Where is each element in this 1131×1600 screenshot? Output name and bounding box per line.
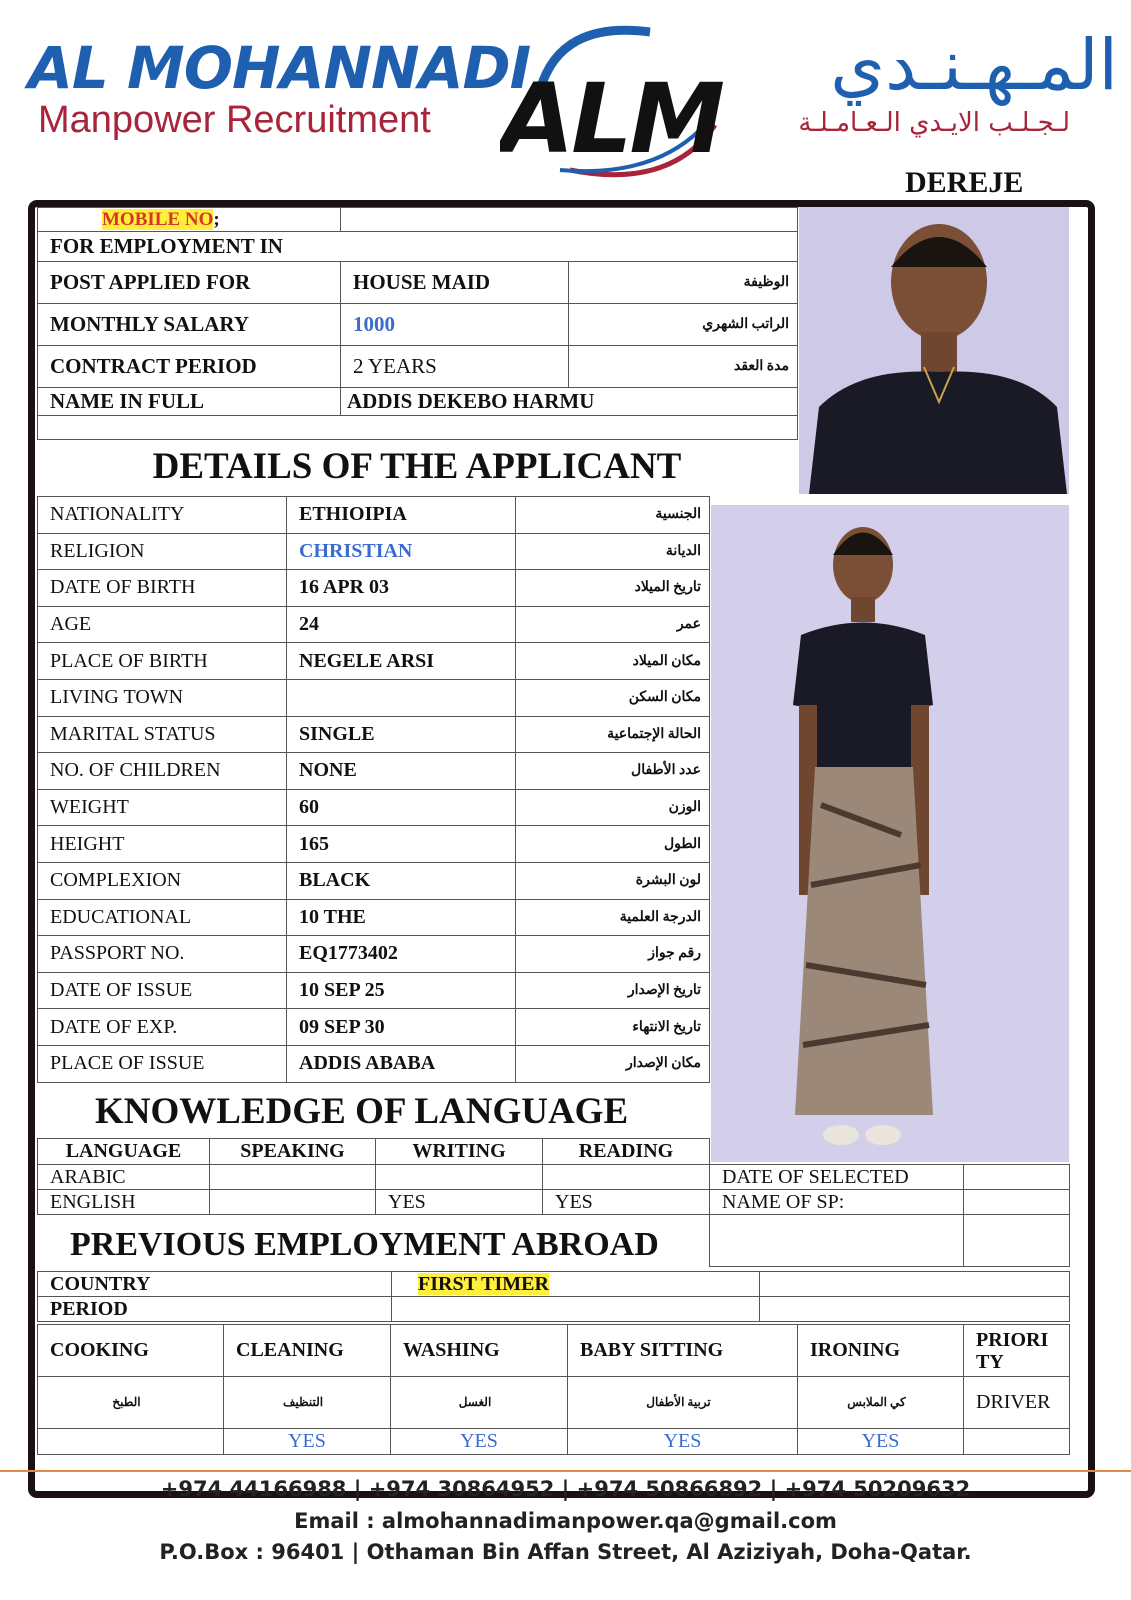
detail-value: ETHIOIPIA: [287, 497, 516, 534]
detail-label-arabic: الدرجة العلمية: [516, 899, 710, 936]
date-of-selected-value: [964, 1165, 1070, 1190]
detail-label: PLACE OF ISSUE: [38, 1045, 287, 1082]
lang-speaking: [210, 1190, 376, 1215]
detail-label: NATIONALITY: [38, 497, 287, 534]
field-label: CONTRACT PERIOD: [38, 346, 341, 388]
alm-logo-icon: [500, 20, 730, 180]
mobile-suffix: ;: [213, 208, 220, 230]
detail-value: BLACK: [287, 862, 516, 899]
table-row: [38, 716, 710, 753]
skill-value-baby-sitting: YES: [568, 1429, 798, 1455]
detail-label-arabic: الجنسية: [516, 497, 710, 534]
detail-label: AGE: [38, 606, 287, 643]
table-row: [38, 1190, 710, 1215]
detail-label: DATE OF ISSUE: [38, 972, 287, 1009]
detail-value: NEGELE ARSI: [287, 643, 516, 680]
skill-arabic-baby-sitting: تربية الأطفال: [568, 1377, 798, 1429]
detail-value: ADDIS ABABA: [287, 1045, 516, 1082]
lang-reading: YES: [543, 1190, 710, 1215]
period-value: [392, 1297, 760, 1322]
table-row: [38, 570, 710, 607]
detail-value: 24: [287, 606, 516, 643]
skill-arabic-cleaning: التنظيف: [224, 1377, 391, 1429]
blank-row: [38, 416, 798, 440]
table-row: [38, 533, 710, 570]
lang-header-writing: WRITING: [376, 1139, 543, 1165]
employment-in-label: FOR EMPLOYMENT IN: [38, 232, 798, 262]
detail-label: LIVING TOWN: [38, 679, 287, 716]
table-row: [38, 1045, 710, 1082]
detail-value: SINGLE: [287, 716, 516, 753]
skill-arabic-ironing: كي الملابس: [798, 1377, 964, 1429]
applicant-portrait-photo: [799, 207, 1069, 494]
table-row: [38, 789, 710, 826]
detail-label: DATE OF EXP.: [38, 1009, 287, 1046]
table-row: [38, 826, 710, 863]
table-row: [38, 262, 798, 304]
lang-writing: [376, 1165, 543, 1190]
lang-reading: [543, 1165, 710, 1190]
name-of-sp-label: NAME OF SP:: [710, 1190, 964, 1215]
detail-label-arabic: الديانة: [516, 533, 710, 570]
detail-label-arabic: عمر: [516, 606, 710, 643]
table-row: [38, 606, 710, 643]
logo-text: ALM: [500, 63, 725, 175]
detail-label-arabic: مكان الميلاد: [516, 643, 710, 680]
skill-header-cleaning: CLEANING: [224, 1325, 391, 1377]
blank-cell: [710, 1215, 964, 1267]
blank-cell: [760, 1272, 1070, 1297]
lang-header-speaking: SPEAKING: [210, 1139, 376, 1165]
detail-label: COMPLEXION: [38, 862, 287, 899]
skill-header-ironing: IRONING: [798, 1325, 964, 1377]
field-value: 1000: [341, 304, 569, 346]
detail-label: WEIGHT: [38, 789, 287, 826]
detail-value: CHRISTIAN: [287, 533, 516, 570]
country-value-cell: [392, 1272, 760, 1297]
detail-label: EDUCATIONAL: [38, 899, 287, 936]
detail-label: PLACE OF BIRTH: [38, 643, 287, 680]
detail-label-arabic: عدد الأطفال: [516, 753, 710, 790]
skill-value-cleaning: YES: [224, 1429, 391, 1455]
previous-employment-heading: PREVIOUS EMPLOYMENT ABROAD: [70, 1226, 659, 1263]
top-info-table: [37, 207, 798, 440]
detail-value: NONE: [287, 753, 516, 790]
brand-name: AL MOHANNADI: [28, 34, 531, 102]
table-row: [38, 899, 710, 936]
detail-label-arabic: الطول: [516, 826, 710, 863]
field-label-arabic: الراتب الشهري: [569, 304, 798, 346]
table-row: [38, 1009, 710, 1046]
field-label-arabic: الوظيفة: [569, 262, 798, 304]
table-row: [38, 972, 710, 1009]
detail-label-arabic: مكان الإصدار: [516, 1045, 710, 1082]
mobile-label-cell: [38, 208, 341, 232]
detail-label: HEIGHT: [38, 826, 287, 863]
field-value: HOUSE MAID: [341, 262, 569, 304]
lang-name: ENGLISH: [38, 1190, 210, 1215]
field-label: MONTHLY SALARY: [38, 304, 341, 346]
footer-phones: +974 44166988 | +974 30864952 | +974 50866892 | +974 50209632: [160, 1477, 971, 1501]
detail-value: 10 SEP 25: [287, 972, 516, 1009]
table-row: [38, 304, 798, 346]
table-row: [38, 862, 710, 899]
country-value: FIRST TIMER: [418, 1272, 549, 1295]
skill-header-washing: WASHING: [391, 1325, 568, 1377]
skill-value-cooking: [38, 1429, 224, 1455]
table-row: [38, 643, 710, 680]
detail-label-arabic: لون البشرة: [516, 862, 710, 899]
mobile-label: MOBILE NO: [102, 208, 214, 230]
skill-header-baby-sitting: BABY SITTING: [568, 1325, 798, 1377]
skill-value-ironing: YES: [798, 1429, 964, 1455]
detail-value: 165: [287, 826, 516, 863]
applicant-full-body-photo: [711, 505, 1069, 1162]
skill-value-washing: YES: [391, 1429, 568, 1455]
selection-table: [709, 1164, 1070, 1267]
date-of-selected-label: DATE OF SELECTED: [710, 1165, 964, 1190]
blank-cell: [760, 1297, 1070, 1322]
field-value: 2 YEARS: [341, 346, 569, 388]
brand-subtitle-arabic: لـجـلـب الايـدي الـعـامـلـة: [798, 108, 1070, 138]
detail-label: DATE OF BIRTH: [38, 570, 287, 607]
detail-value: [287, 679, 516, 716]
detail-value: 60: [287, 789, 516, 826]
lang-header-reading: READING: [543, 1139, 710, 1165]
name-label: NAME IN FULL: [38, 388, 341, 416]
skill-arabic-cooking: الطبخ: [38, 1377, 224, 1429]
detail-value: EQ1773402: [287, 936, 516, 973]
skill-header-cooking: COOKING: [38, 1325, 224, 1377]
language-table: [37, 1138, 710, 1215]
priority-value: DRIVER: [964, 1377, 1070, 1429]
mobile-value: [341, 208, 798, 232]
detail-label-arabic: تاريخ الانتهاء: [516, 1009, 710, 1046]
language-heading: KNOWLEDGE OF LANGUAGE: [95, 1091, 629, 1132]
table-row: [38, 346, 798, 388]
details-table: [37, 496, 710, 1083]
detail-label: RELIGION: [38, 533, 287, 570]
detail-label: PASSPORT NO.: [38, 936, 287, 973]
footer-address: P.O.Box : 96401 | Othaman Bin Affan Street, Al Aziziyah, Doha-Qatar.: [159, 1540, 972, 1564]
skills-table: [37, 1324, 1070, 1455]
skill-arabic-washing: الغسل: [391, 1377, 568, 1429]
detail-value: 16 APR 03: [287, 570, 516, 607]
detail-label: MARITAL STATUS: [38, 716, 287, 753]
table-row: [38, 1165, 710, 1190]
priority-label: PRIORI TY: [964, 1325, 1070, 1377]
table-row: [38, 497, 710, 534]
detail-value: 09 SEP 30: [287, 1009, 516, 1046]
brand-name-arabic: المـهـنـدي: [830, 24, 1118, 106]
period-label: PERIOD: [38, 1297, 392, 1322]
table-row: [38, 753, 710, 790]
field-label-arabic: مدة العقد: [569, 346, 798, 388]
detail-label-arabic: رقم جواز: [516, 936, 710, 973]
footer-divider: [0, 1470, 1131, 1472]
lang-speaking: [210, 1165, 376, 1190]
table-row: [38, 936, 710, 973]
detail-label-arabic: تاريخ الإصدار: [516, 972, 710, 1009]
blank-cell: [964, 1215, 1070, 1267]
table-row: [38, 388, 798, 416]
footer-email: Email : almohannadimanpower.qa@gmail.com: [294, 1509, 837, 1533]
name-of-sp-value: [964, 1190, 1070, 1215]
candidate-tag: DEREJE: [905, 166, 1024, 199]
detail-label-arabic: الحالة الإجتماعية: [516, 716, 710, 753]
brand-logo-arabic: [748, 22, 1118, 138]
details-heading: DETAILS OF THE APPLICANT: [152, 446, 682, 487]
detail-label-arabic: مكان السكن: [516, 679, 710, 716]
detail-label: NO. OF CHILDREN: [38, 753, 287, 790]
detail-label-arabic: تاريخ الميلاد: [516, 570, 710, 607]
field-label: POST APPLIED FOR: [38, 262, 341, 304]
country-label: COUNTRY: [38, 1272, 392, 1297]
previous-employment-table: [37, 1271, 1070, 1322]
lang-writing: YES: [376, 1190, 543, 1215]
detail-value: 10 THE: [287, 899, 516, 936]
blank-cell: [964, 1429, 1070, 1455]
detail-label-arabic: الوزن: [516, 789, 710, 826]
name-value: ADDIS DEKEBO HARMU: [341, 388, 798, 416]
lang-header-language: LANGUAGE: [38, 1139, 210, 1165]
brand-logo-english: [28, 34, 531, 142]
brand-subtitle: Manpower Recruitment: [38, 99, 431, 141]
table-row: [38, 679, 710, 716]
lang-name: ARABIC: [38, 1165, 210, 1190]
